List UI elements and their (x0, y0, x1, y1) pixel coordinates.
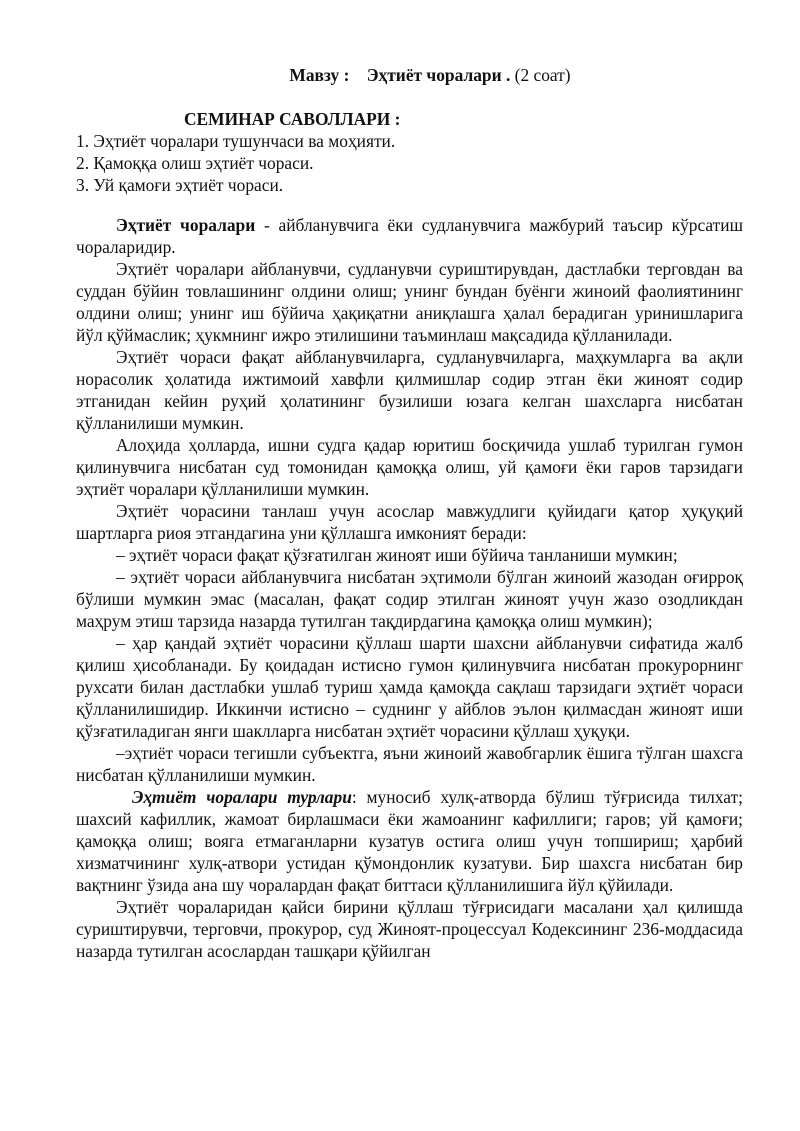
paragraph: Алоҳида ҳолларда, ишни судга қадар юритиш босқичида ушлаб турилган гумон қилинувчига нисбатан суд томонидан қамоққа олиш, уй қамоғи ёки гаров тарзидаги эҳтиёт чоралари қўлланилиши мумкин. (76, 435, 743, 499)
seminar-question: 1. Эҳтиёт чоралари тушунчаси ва моҳияти. (76, 131, 396, 151)
seminar-questions-heading: СЕМИНАР САВОЛЛАРИ : (184, 109, 401, 129)
term-precautions: Эҳтиёт чоралари (116, 215, 256, 235)
paragraph-definition (76, 214, 743, 258)
types-text: : муносиб хулқ-атворда бўлиш тўғрисида тилхат; шахсий кафиллик, жамоат бирлашмаси ёки жамоанинг кафиллиги; гаров; уй қамоғи; қамоққа олиш; вояга етмаганларни кузатув остига олиш учун топшириш; ҳарбий хизматчининг хулқ-атвори устидан қўмондонлик кузатуви. Бир шахсга нисбатан бир вақтнинг ўзида ана шу чоралардан фақат биттаси қўлланилишига йўл қўйилади. (76, 787, 743, 895)
topic-title: Эҳтиёт чоралари . (366, 65, 511, 85)
term-types: Эҳтиёт чоралари турлари (132, 787, 352, 807)
paragraph: Эҳтиёт чораларидан қайси бирини қўллаш тўғрисидаги масалани ҳал қилишда суриштирувчи, терговчи, прокурор, суд Жиноят-процессуал Кодексининг 236-моддасида назарда тутилган асослардан ташқари қўйилган (76, 897, 743, 961)
paragraph: Эҳтиёт чораси фақат айбланувчиларга, судланувчиларга, маҳкумларга ва ақли норасолик ҳолатида ижтимоий хавфли қилмишлар содир этган ёки жиноят содир этганидан кейин руҳий ҳолатининг бузилиши юзага келган шахсларга нисбатан қўлланилиши мумкин. (76, 347, 743, 433)
topic-hours: (2 соат) (514, 65, 571, 85)
list-condition: – ҳар қандай эҳтиёт чорасини қўллаш шарти шахсни айбланувчи сифатида жалб қилиш ҳисобланади. Бу қоидадан истисно гумон қилинувчига нисбатан прокурорнинг рухсати билан дастлабки ушлаб туриш ҳамда қамоқда сақлаш тарзидаги эҳтиёт чораси қўлланилишидир. Иккинчи истисно – суднинг у айблов эълон қилмасдан жиноят иши қўзғатиладиган янги шаклларга нисбатан эҳтиёт чорасини қўллаш ҳуқуқи. (76, 633, 743, 741)
paragraph-types (76, 786, 743, 896)
document-body (76, 214, 743, 962)
topic-line (0, 64, 800, 86)
list-condition: – эҳтиёт чораси фақат қўзғатилган жиноят иши бўйича танланиши мумкин; (116, 545, 678, 565)
seminar-question: 3. Уй қамоғи эҳтиёт чораси. (76, 175, 284, 195)
paragraph: Эҳтиёт чоралари айбланувчи, судланувчи суриштирувдан, дастлабки терговдан ва суддан бўйин товлашининг олдини олиш; унинг бундан буёнги жиноий фаолиятининг олдини олиш; унинг иш бўйича ҳақиқатни аниқлашга ҳалал берадиган уринишларига йўл қўймаслик; ҳукмнинг ижро этилишини таъминлаш мақсадида қўлланилади. (76, 259, 743, 345)
seminar-question-list (76, 130, 395, 196)
list-condition: –эҳтиёт чораси тегишли субъектга, яъни жиноий жавобгарлик ёшига тўлган шахсга нисбатан қўлланилиши мумкин. (76, 743, 743, 785)
seminar-question: 2. Қамоққа олиш эҳтиёт чораси. (76, 153, 314, 173)
definition-text: - айбланувчига ёки судланувчига мажбурий таъсир кўрсатиш чораларидир. (76, 215, 743, 257)
list-condition: – эҳтиёт чораси айбланувчига нисбатан эҳтимоли бўлган жиноий жазодан оғирроқ бўлиши мумкин эмас (масалан, фақат содир этилган жиноят учун жазо озодликдан маҳрум этиш тарзида назарда тутилган тақдирдагина қамоққа олиш мумкин); (76, 567, 743, 631)
topic-label: Мавзу : (289, 65, 350, 85)
paragraph: Эҳтиёт чорасини танлаш учун асослар мавжудлиги қуйидаги қатор ҳуқуқий шартларга риоя этгандагина уни қўллашга имконият беради: (76, 501, 743, 543)
